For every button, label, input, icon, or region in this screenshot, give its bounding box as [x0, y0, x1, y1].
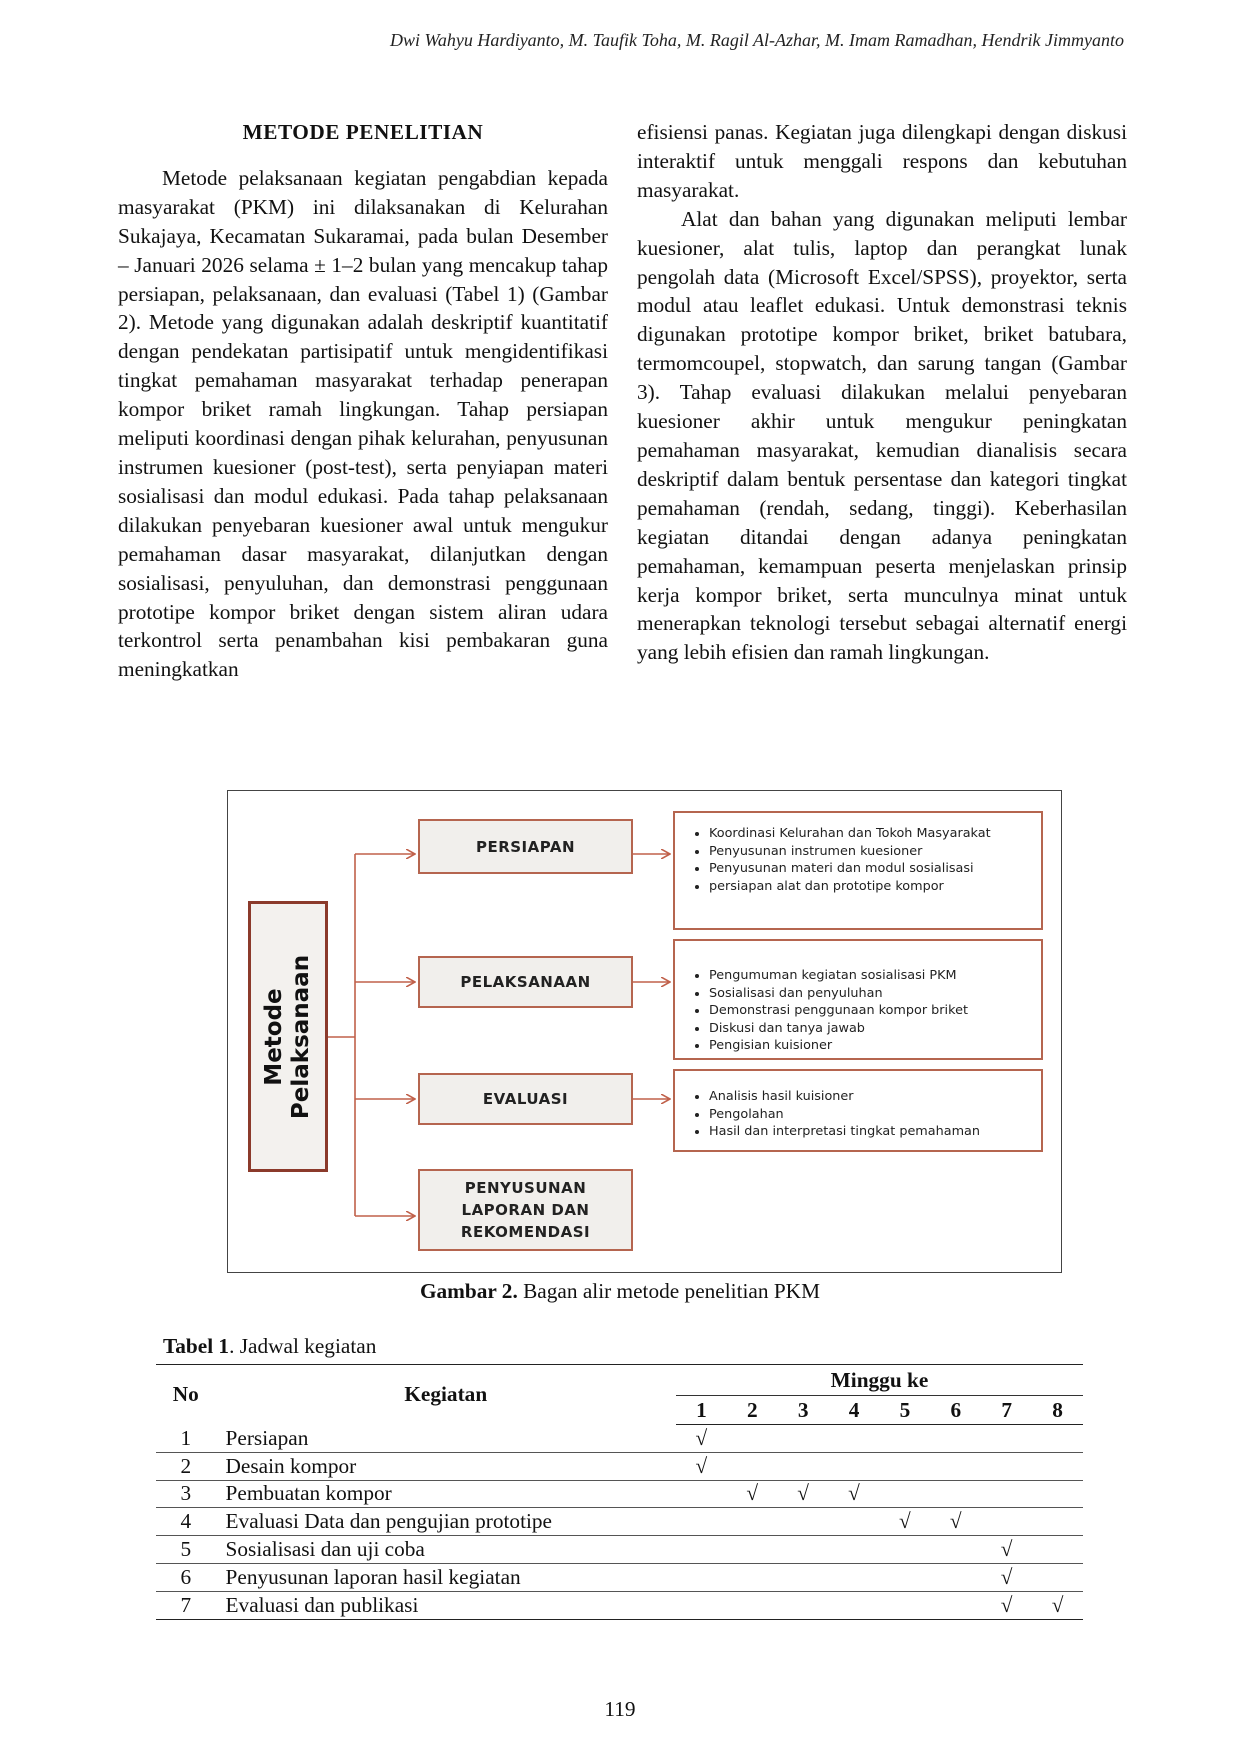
detail-item: • Analisis hasil kuisioner	[709, 1088, 1035, 1106]
detail-box-persiapan	[673, 811, 1043, 930]
table-row	[156, 1536, 1083, 1564]
detail-item: • Diskusi dan tanya jawab	[709, 1020, 1035, 1038]
flowchart-figure	[227, 790, 1062, 1273]
empty-cell	[879, 1563, 930, 1591]
row-number: 4	[156, 1508, 216, 1536]
table-title: Tabel 1. Jadwal kegiatan	[163, 1334, 377, 1358]
row-number: 2	[156, 1452, 216, 1480]
empty-cell	[727, 1452, 778, 1480]
week-header: 7	[981, 1396, 1032, 1425]
detail-box-evaluasi	[673, 1069, 1043, 1152]
main-method-label: Metode Pelaksanaan	[261, 954, 314, 1119]
detail-item: • Pengisian kuisioner	[709, 1037, 1035, 1055]
empty-cell	[829, 1425, 880, 1453]
row-number: 1	[156, 1425, 216, 1453]
empty-cell	[930, 1563, 981, 1591]
week-header: 1	[676, 1396, 727, 1425]
empty-cell	[778, 1452, 829, 1480]
row-number: 6	[156, 1563, 216, 1591]
empty-cell	[778, 1536, 829, 1564]
week-header: 5	[879, 1396, 930, 1425]
empty-cell	[676, 1508, 727, 1536]
phase-evaluasi: EVALUASI	[418, 1073, 633, 1125]
check-mark: √	[829, 1480, 880, 1508]
empty-cell	[879, 1452, 930, 1480]
empty-cell	[930, 1480, 981, 1508]
empty-cell	[778, 1425, 829, 1453]
empty-cell	[1032, 1508, 1083, 1536]
empty-cell	[676, 1563, 727, 1591]
check-mark: √	[981, 1536, 1032, 1564]
table-row	[156, 1425, 1083, 1453]
empty-cell	[1032, 1536, 1083, 1564]
check-mark: √	[1032, 1591, 1083, 1619]
table-row	[156, 1452, 1083, 1480]
empty-cell	[879, 1536, 930, 1564]
empty-cell	[930, 1452, 981, 1480]
detail-item: • Hasil dan interpretasi tingkat pemahaman	[709, 1123, 1035, 1141]
phase-penyusunan-laporan: PENYUSUNAN LAPORAN DAN REKOMENDASI	[418, 1169, 633, 1251]
empty-cell	[930, 1591, 981, 1619]
empty-cell	[829, 1563, 880, 1591]
empty-cell	[1032, 1425, 1083, 1453]
check-mark: √	[981, 1563, 1032, 1591]
empty-cell	[1032, 1563, 1083, 1591]
check-mark: √	[930, 1508, 981, 1536]
check-mark: √	[981, 1591, 1032, 1619]
empty-cell	[879, 1425, 930, 1453]
detail-item: • persiapan alat dan prototipe kompor	[709, 878, 1035, 896]
row-kegiatan: Evaluasi dan publikasi	[216, 1591, 676, 1619]
week-header: 4	[829, 1396, 880, 1425]
left-column	[118, 118, 608, 684]
check-mark: √	[879, 1508, 930, 1536]
check-mark: √	[727, 1480, 778, 1508]
method-paragraph: Metode pelaksanaan kegiatan pengabdian kepada masyarakat (PKM) ini dilaksanakan di Kelurahan Sukajaya, Kecamatan Sukaramai, pada bulan Desember – Januari 2026 selama ± 1–2 bulan yang mencakup tahap persiapan, pelaksanaan, dan evaluasi (Tabel 1) (Gambar 2). Metode yang digunakan adalah deskriptif kuantitatif dengan pendekatan partisipatif untuk mengidentifikasi tingkat pemahaman masyarakat terhadap penerapan kompor briket ramah lingkungan. Tahap persiapan meliputi koordinasi dengan pihak kelurahan, penyusunan instrumen kuesioner (post-test), serta penyiapan materi sosialisasi dan modul edukasi. Pada tahap pelaksanaan dilakukan penyebaran kuesioner awal untuk mengukur pemahaman dasar masyarakat, dilanjutkan dengan sosialisasi, penyuluhan, dan demonstrasi penggunaan prototipe kompor briket dengan sistem aliran udara terkontrol serta penambahan kisi pembakaran guna meningkatkan	[118, 165, 608, 682]
right-column	[637, 118, 1127, 667]
row-kegiatan: Pembuatan kompor	[216, 1480, 676, 1508]
empty-cell	[727, 1591, 778, 1619]
week-header: 3	[778, 1396, 829, 1425]
tools-paragraph: Alat dan bahan yang digunakan meliputi lembar kuesioner, alat tulis, laptop dan perangkat lunak pengolah data (Microsoft Excel/SPSS), proyektor, serta modul atau leaflet edukasi. Untuk demonstrasi teknis digunakan prototipe kompor briket, briket batubara, termomcoupel, stopwatch, dan sarung tangan (Gambar 3). Tahap evaluasi dilakukan melalui penyebaran kuesioner akhir untuk mengukur peningkatan pemahaman masyarakat, kemudian dianalisis secara deskriptif dalam bentuk persentase dan kategori tingkat pemahaman (rendah, sedang, tinggi). Keberhasilan kegiatan ditandai dengan adanya peningkatan pemahaman, kemampuan peserta menjelaskan prinsip kerja kompor briket, serta munculnya minat untuk menerapkan teknologi tersebut sebagai alternatif energi yang lebih efisien dan ramah lingkungan.	[637, 206, 1127, 665]
empty-cell	[930, 1536, 981, 1564]
detail-item: • Pengolahan	[709, 1106, 1035, 1124]
table-row	[156, 1480, 1083, 1508]
running-header-authors: Dwi Wahyu Hardiyanto, M. Taufik Toha, M. Ragil Al-Azhar, M. Imam Ramadhan, Hendrik Jimmyanto	[390, 30, 1124, 50]
empty-cell	[778, 1591, 829, 1619]
row-number: 3	[156, 1480, 216, 1508]
continued-paragraph: efisiensi panas. Kegiatan juga dilengkapi dengan diskusi interaktif untuk menggali respons dan kebutuhan masyarakat.	[637, 120, 1127, 202]
empty-cell	[829, 1508, 880, 1536]
table-row	[156, 1591, 1083, 1619]
empty-cell	[981, 1480, 1032, 1508]
figure-caption: Gambar 2. Bagan alir metode penelitian PKM	[419, 1279, 821, 1303]
detail-item: • Penyusunan materi dan modul sosialisasi	[709, 860, 1035, 878]
phase-persiapan: PERSIAPAN	[418, 819, 633, 874]
empty-cell	[727, 1563, 778, 1591]
empty-cell	[676, 1536, 727, 1564]
week-header: 8	[1032, 1396, 1083, 1425]
row-kegiatan: Persiapan	[216, 1425, 676, 1453]
detail-box-pelaksanaan	[673, 939, 1043, 1060]
detail-item: • Demonstrasi penggunaan kompor briket	[709, 1002, 1035, 1020]
detail-item: • Pengumuman kegiatan sosialisasi PKM	[709, 967, 1035, 985]
empty-cell	[981, 1425, 1032, 1453]
schedule-table	[156, 1364, 1083, 1620]
header-minggu: Minggu ke	[676, 1365, 1083, 1396]
row-kegiatan: Sosialisasi dan uji coba	[216, 1536, 676, 1564]
empty-cell	[829, 1536, 880, 1564]
table-row	[156, 1563, 1083, 1591]
week-header: 6	[930, 1396, 981, 1425]
week-header: 2	[727, 1396, 778, 1425]
detail-item: • Koordinasi Kelurahan dan Tokoh Masyarakat	[709, 825, 1035, 843]
detail-item: • Sosialisasi dan penyuluhan	[709, 985, 1035, 1003]
empty-cell	[829, 1591, 880, 1619]
row-kegiatan: Penyusunan laporan hasil kegiatan	[216, 1563, 676, 1591]
detail-item: • Penyusunan instrumen kuesioner	[709, 843, 1035, 861]
empty-cell	[879, 1591, 930, 1619]
header-no: No	[156, 1365, 216, 1425]
empty-cell	[1032, 1452, 1083, 1480]
empty-cell	[981, 1508, 1032, 1536]
section-title: METODE PENELITIAN	[242, 120, 484, 144]
empty-cell	[727, 1425, 778, 1453]
row-number: 5	[156, 1536, 216, 1564]
empty-cell	[676, 1591, 727, 1619]
row-kegiatan: Desain kompor	[216, 1452, 676, 1480]
check-mark: √	[676, 1425, 727, 1453]
empty-cell	[676, 1480, 727, 1508]
phase-pelaksanaan: PELAKSANAAN	[418, 956, 633, 1008]
schedule-body	[156, 1425, 1083, 1620]
empty-cell	[778, 1563, 829, 1591]
empty-cell	[829, 1452, 880, 1480]
table-row	[156, 1508, 1083, 1536]
empty-cell	[727, 1508, 778, 1536]
empty-cell	[778, 1508, 829, 1536]
header-kegiatan: Kegiatan	[216, 1365, 676, 1425]
empty-cell	[879, 1480, 930, 1508]
row-kegiatan: Evaluasi Data dan pengujian prototipe	[216, 1508, 676, 1536]
empty-cell	[981, 1452, 1032, 1480]
check-mark: √	[676, 1452, 727, 1480]
check-mark: √	[778, 1480, 829, 1508]
empty-cell	[1032, 1480, 1083, 1508]
empty-cell	[727, 1536, 778, 1564]
row-number: 7	[156, 1591, 216, 1619]
page-number: 119	[604, 1697, 636, 1721]
main-method-box	[248, 901, 328, 1172]
empty-cell	[930, 1425, 981, 1453]
